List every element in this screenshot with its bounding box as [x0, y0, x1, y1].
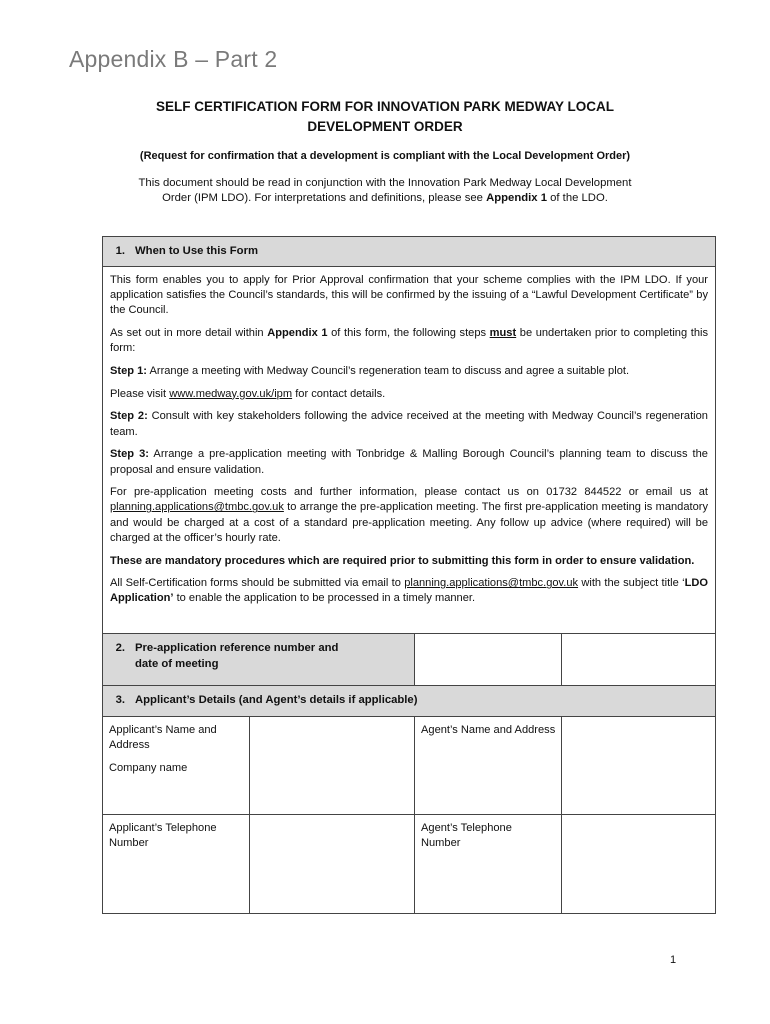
intro-appendix-ref: Appendix 1	[486, 192, 547, 204]
costs-pre: For pre-application meeting costs and further information, please contact us on 01732 844522 or email us at	[110, 486, 708, 499]
mandatory-note	[110, 554, 708, 569]
submit-pre: All Self-Certification forms should be submitted via email to	[110, 577, 405, 590]
intro-line2-pre: Order (IPM LDO). For interpretations and definitions, please see	[162, 192, 487, 204]
section1-para2	[110, 326, 708, 356]
section1-para1: This form enables you to apply for Prior Approval confirmation that your scheme complies with the IPM LDO. If your application satisfies the Council’s standards, this will be confirmed by the issuing of a “Lawful Development Certificate” by the Council.	[110, 274, 708, 317]
intro-line1: This document should be read in conjunction with the Innovation Park Medway Local Development	[138, 177, 632, 189]
section3-number: 3.	[115, 694, 125, 706]
form-title-line2: DEVELOPMENT ORDER	[307, 119, 463, 134]
para2-appendix: Appendix 1	[267, 327, 328, 340]
applicant-phone-field[interactable]	[249, 814, 415, 914]
applicant-name-label: Applicant’s Name and Address	[109, 724, 217, 751]
para2-mid: of this form, the following steps	[327, 327, 490, 340]
section2-header	[102, 633, 415, 686]
section3-header	[102, 685, 716, 717]
submit-email-link[interactable]: planning.applications@tmbc.gov.uk	[404, 577, 579, 590]
step3	[110, 447, 708, 477]
applicant-phone-label: Applicant’s Telephone Number	[109, 822, 217, 849]
certification-form-table	[102, 236, 716, 914]
meeting-date-field[interactable]	[561, 633, 716, 686]
submit-mid: with the subject title ‘	[578, 577, 685, 590]
intro-line2-post: of the LDO.	[546, 192, 608, 204]
company-name-label: Company name	[109, 762, 188, 774]
step2	[110, 409, 708, 439]
submit-post: to enable the application to be processed in a timely manner.	[173, 592, 476, 605]
preapp-reference-field[interactable]	[414, 633, 562, 686]
step3-text: Arrange a pre-application meeting with Tonbridge & Malling Borough Council’s planning team to discuss the proposal and ensure validation.	[110, 448, 708, 476]
visit-pre: Please visit	[110, 387, 170, 400]
form-title	[100, 97, 670, 137]
medway-link[interactable]: www.medway.gov.uk/ipm	[169, 387, 293, 400]
agent-name-label: Agent’s Name and Address	[421, 724, 556, 736]
submit-para	[110, 576, 708, 606]
form-subtitle: (Request for confirmation that a development is compliant with the Local Development Order)	[139, 150, 631, 162]
para2-must: must	[489, 327, 517, 340]
form-title-line1: SELF CERTIFICATION FORM FOR INNOVATION PARK MEDWAY LOCAL	[156, 99, 614, 114]
mandatory-text: These are mandatory procedures which are required prior to submitting this form in order to ensure validation.	[110, 554, 695, 567]
para2-post: be undertaken prior to completing this form:	[110, 327, 709, 355]
agent-phone-label: Agent’s Telephone Number	[421, 822, 512, 849]
agent-phone-field[interactable]	[561, 814, 716, 914]
section3-title: Applicant’s Details (and Agent’s details if applicable)	[135, 694, 418, 706]
agent-name-label-cell	[414, 716, 562, 815]
step3-label: Step 3:	[110, 448, 149, 461]
section1-number: 1.	[115, 245, 125, 257]
step2-text: Consult with key stakeholders following the advice received at the meeting with Medway Council’s regeneration team.	[110, 410, 708, 438]
costs-post: to arrange the pre-application meeting. The first pre-application meeting is mandatory and would be charged at a cost of a standard pre-application meeting. Any follow up advice (where required) will be charged at the officer’s hourly rate.	[110, 501, 708, 544]
step1-label: Step 1:	[110, 365, 147, 378]
intro-text	[90, 176, 680, 206]
agent-phone-label-cell	[414, 814, 562, 914]
para2-pre: As set out in more detail within	[110, 327, 268, 340]
step1	[110, 364, 708, 379]
section1-body	[102, 266, 716, 634]
costs-para	[110, 485, 708, 546]
applicant-name-field[interactable]	[249, 716, 415, 815]
section2-number: 2.	[115, 642, 125, 654]
agent-name-field[interactable]	[561, 716, 716, 815]
section2-title-line1: Pre-application reference number and	[135, 642, 339, 654]
visit-line	[110, 387, 708, 402]
step2-label: Step 2:	[110, 410, 148, 423]
applicant-name-label-cell	[102, 716, 250, 815]
planning-email-link[interactable]: planning.applications@tmbc.gov.uk	[110, 501, 284, 514]
step1-text: Arrange a meeting with Medway Council’s regeneration team to discuss and agree a suitable plot.	[147, 365, 630, 378]
section2-title-line2: date of meeting	[135, 657, 219, 670]
visit-post: for contact details.	[292, 387, 386, 400]
section1-title: When to Use this Form	[135, 245, 259, 257]
applicant-phone-label-cell	[102, 814, 250, 914]
section1-header	[102, 236, 716, 267]
page-number: 1	[670, 954, 677, 966]
appendix-heading: Appendix B – Part 2	[69, 46, 278, 72]
intro-line2	[90, 191, 680, 206]
submit-subject: LDO Application’	[110, 577, 708, 605]
